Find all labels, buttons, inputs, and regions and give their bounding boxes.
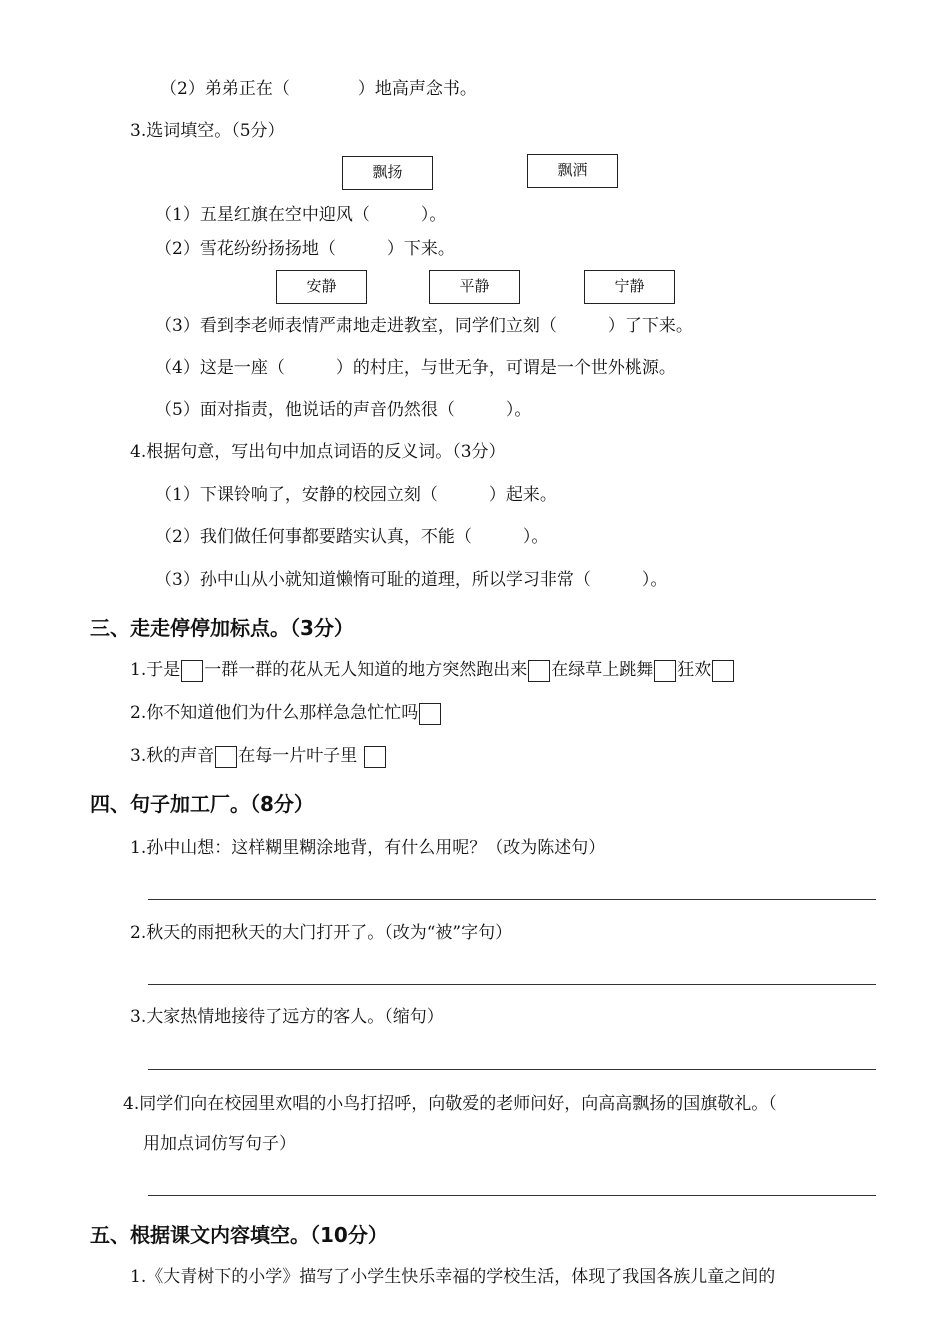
punct-sentence-1 <box>130 659 735 682</box>
q3-item-5: （5）面对指责，他说话的声音仍然很（ ）。 <box>155 400 532 420</box>
punct-sentence-3 <box>130 745 387 768</box>
q3-item-4: （4）这是一座（ ）的村庄，与世无争，可谓是一个世外桃源。 <box>155 358 676 378</box>
word-box-piaoyang: 飘扬 <box>342 156 433 190</box>
q4-item-3: （3）孙中山从小就知道懒惰可耻的道理，所以学习非常（ ）。 <box>155 570 668 590</box>
section-4-heading: 四、句子加工厂。（8分） <box>90 792 314 816</box>
section-5-heading: 五、根据课文内容填空。（10分） <box>90 1223 388 1247</box>
punct-box[interactable] <box>364 746 386 768</box>
punct-box[interactable] <box>528 660 550 682</box>
sentence-item-2: 2.秋天的雨把秋天的大门打开了。（改为“被”字句） <box>130 923 513 943</box>
punct-box[interactable] <box>181 660 203 682</box>
q3-item-2: （2）雪花纷纷扬扬地（ ）下来。 <box>155 239 455 259</box>
s1-part-1: 1.于是 <box>130 660 181 680</box>
section-3-heading: 三、走走停停加标点。（3分） <box>90 616 354 640</box>
q3-item-1: （1）五星红旗在空中迎风（ ）。 <box>155 205 447 225</box>
sentence-item-3: 3.大家热情地接待了远方的客人。（缩句） <box>130 1007 444 1027</box>
sentence-item-4: 4.同学们向在校园里欢唱的小鸟打招呼，向敬爱的老师问好，向高高飘扬的国旗敬礼。（ <box>123 1094 777 1114</box>
word-box-ningjing: 宁静 <box>584 270 675 304</box>
punct-sentence-2 <box>130 702 442 725</box>
punct-box[interactable] <box>654 660 676 682</box>
s1-part-3: 在绿草上跳舞 <box>551 660 654 680</box>
word-box-pingjing: 平静 <box>429 270 520 304</box>
sentence-item-1: 1.孙中山想：这样糊里糊涂地背，有什么用呢？（改为陈述句） <box>130 838 606 858</box>
sentence-item-4-cont: 用加点词仿写句子） <box>143 1134 296 1154</box>
word-box-anjing: 安静 <box>276 270 367 304</box>
punct-box[interactable] <box>712 660 734 682</box>
q4-item-2: （2）我们做任何事都要踏实认真，不能（ ）。 <box>155 527 549 547</box>
q4-title: 4.根据句意，写出句中加点词语的反义词。（3分） <box>130 442 506 462</box>
s1-part-4: 狂欢 <box>677 660 712 680</box>
answer-line-1[interactable] <box>148 899 876 900</box>
q4-item-1: （1）下课铃响了，安静的校园立刻（ ）起来。 <box>155 485 557 505</box>
s3-part-1: 3.秋的声音 <box>130 746 215 766</box>
fill-item-1: 1.《大青树下的小学》描写了小学生快乐幸福的学校生活，体现了我国各族儿童之间的 <box>130 1267 776 1287</box>
s2-part-1: 2.你不知道他们为什么那样急急忙忙吗 <box>130 703 419 723</box>
punct-box[interactable] <box>215 746 237 768</box>
q3-item-3: （3）看到李老师表情严肃地走进教室，同学们立刻（ ）了下来。 <box>155 316 693 336</box>
punct-box[interactable] <box>419 703 441 725</box>
answer-line-3[interactable] <box>148 1069 876 1070</box>
s3-part-2: 在每一片叶子里 <box>238 746 358 766</box>
q3-title: 3.选词填空。（5分） <box>130 121 285 141</box>
word-box-piaosa: 飘洒 <box>527 154 618 188</box>
q2-item-2: （2）弟弟正在（ ）地高声念书。 <box>160 79 477 99</box>
answer-line-4[interactable] <box>148 1195 876 1196</box>
answer-line-2[interactable] <box>148 984 876 985</box>
s1-part-2: 一群一群的花从无人知道的地方突然跑出来 <box>204 660 528 680</box>
